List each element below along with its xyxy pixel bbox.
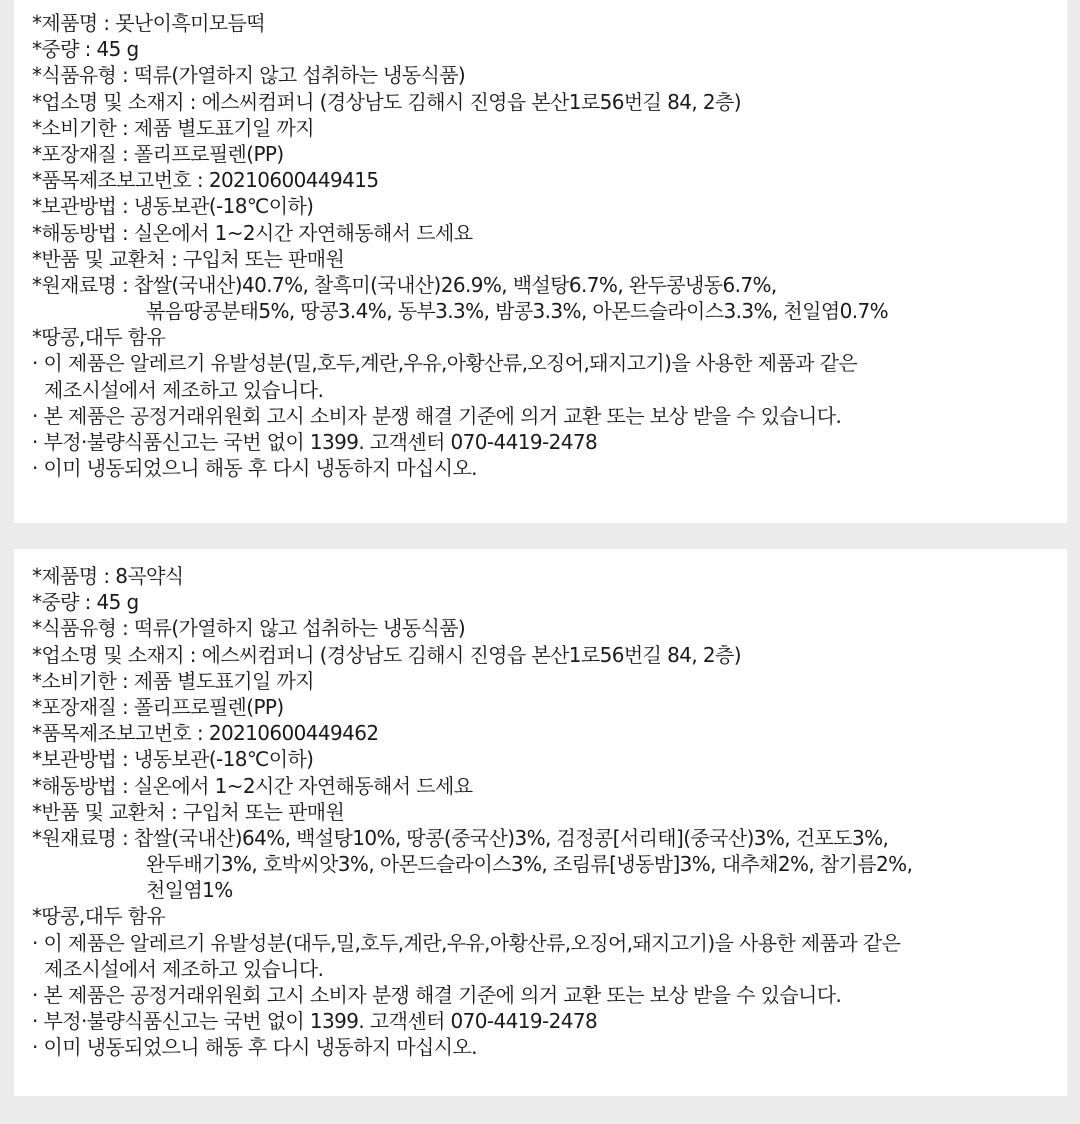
- food-type-line: *식품유형 : 떡류(가열하지 않고 섭취하는 냉동식품): [32, 63, 466, 88]
- weight-line: *중량 : 45 g: [32, 590, 139, 615]
- packaging-line: *포장재질 : 폴리프로필렌(PP): [32, 141, 284, 166]
- food-type-line: *식품유형 : 떡류(가열하지 않고 섭취하는 냉동식품): [32, 616, 466, 641]
- product-info-card-1: [14, 0, 1067, 523]
- return-exchange-line: *반품 및 교환처 : 구입처 또는 판매원: [32, 246, 345, 271]
- product-name-line: *제품명 : 8곡약식: [32, 564, 184, 588]
- refreeze-warning-line: · 이미 냉동되었으니 해동 후 다시 냉동하지 마십시오.: [32, 1035, 477, 1060]
- ingredients-line-continued: 천일염1%: [146, 878, 233, 903]
- storage-line: *보관방법 : 냉동보관(-18℃이하): [32, 747, 314, 772]
- product-name-line: *제품명 : 못난이흑미모듬떡: [32, 11, 265, 35]
- allergy-notice-line-continued: 제조시설에서 제조하고 있습니다.: [44, 377, 324, 402]
- manufacturer-line: *업소명 및 소재지 : 에스씨컴퍼니 (경상남도 김해시 진영읍 본산1로56번길 84, 2층): [32, 89, 741, 114]
- allergy-notice-line-continued: 제조시설에서 제조하고 있습니다.: [44, 956, 324, 981]
- allergen-line: *땅콩,대두 함유: [32, 325, 166, 350]
- compensation-notice-line: · 본 제품은 공정거래위원회 고시 소비자 분쟁 해결 기준에 의거 교환 또는 보상 받을 수 있습니다.: [32, 403, 842, 428]
- refreeze-warning-line: · 이미 냉동되었으니 해동 후 다시 냉동하지 마십시오.: [32, 456, 477, 481]
- product-info-text: [32, 10, 1059, 481]
- packaging-line: *포장재질 : 폴리프로필렌(PP): [32, 694, 284, 719]
- product-info-text: [32, 563, 1059, 1061]
- ingredients-line: *원재료명 : 찹쌀(국내산)40.7%, 찰흑미(국내산)26.9%, 백설탕6.7%, 완두콩냉동6.7%,: [32, 272, 777, 297]
- report-contact-line: · 부정·불량식품신고는 국번 없이 1399. 고객센터 070-4419-2478: [32, 1009, 598, 1034]
- weight-line: *중량 : 45 g: [32, 37, 139, 62]
- product-info-card-2: [14, 549, 1067, 1096]
- allergen-line: *땅콩,대두 함유: [32, 904, 166, 929]
- thawing-line: *해동방법 : 실온에서 1~2시간 자연해동해서 드세요: [32, 220, 473, 245]
- ingredients-line-continued: 볶음땅콩분태5%, 땅콩3.4%, 동부3.3%, 밤콩3.3%, 아몬드슬라이스3.3%, 천일염0.7%: [146, 299, 888, 324]
- storage-line: *보관방법 : 냉동보관(-18℃이하): [32, 194, 314, 219]
- return-exchange-line: *반품 및 교환처 : 구입처 또는 판매원: [32, 799, 345, 824]
- thawing-line: *해동방법 : 실온에서 1~2시간 자연해동해서 드세요: [32, 773, 473, 798]
- expiry-line: *소비기한 : 제품 별도표기일 까지: [32, 115, 314, 140]
- report-number-line: *품목제조보고번호 : 20210600449415: [32, 168, 379, 193]
- ingredients-line: *원재료명 : 찹쌀(국내산)64%, 백설탕10%, 땅콩(중국산)3%, 검정콩[서리태](중국산)3%, 건포도3%,: [32, 825, 889, 850]
- expiry-line: *소비기한 : 제품 별도표기일 까지: [32, 668, 314, 693]
- ingredients-line-continued: 완두배기3%, 호박씨앗3%, 아몬드슬라이스3%, 조림류[냉동밤]3%, 대추채2%, 참기름2%,: [146, 852, 913, 877]
- allergy-notice-line: · 이 제품은 알레르기 유발성분(대두,밀,호두,계란,우유,아황산류,오징어,돼지고기)을 사용한 제품과 같은: [32, 930, 901, 955]
- compensation-notice-line: · 본 제품은 공정거래위원회 고시 소비자 분쟁 해결 기준에 의거 교환 또는 보상 받을 수 있습니다.: [32, 983, 842, 1007]
- allergy-notice-line: · 이 제품은 알레르기 유발성분(밀,호두,계란,우유,아황산류,오징어,돼지고기)을 사용한 제품과 같은: [32, 351, 858, 376]
- report-number-line: *품목제조보고번호 : 20210600449462: [32, 721, 379, 746]
- report-contact-line: · 부정·불량식품신고는 국번 없이 1399. 고객센터 070-4419-2478: [32, 430, 598, 454]
- manufacturer-line: *업소명 및 소재지 : 에스씨컴퍼니 (경상남도 김해시 진영읍 본산1로56번길 84, 2층): [32, 642, 741, 667]
